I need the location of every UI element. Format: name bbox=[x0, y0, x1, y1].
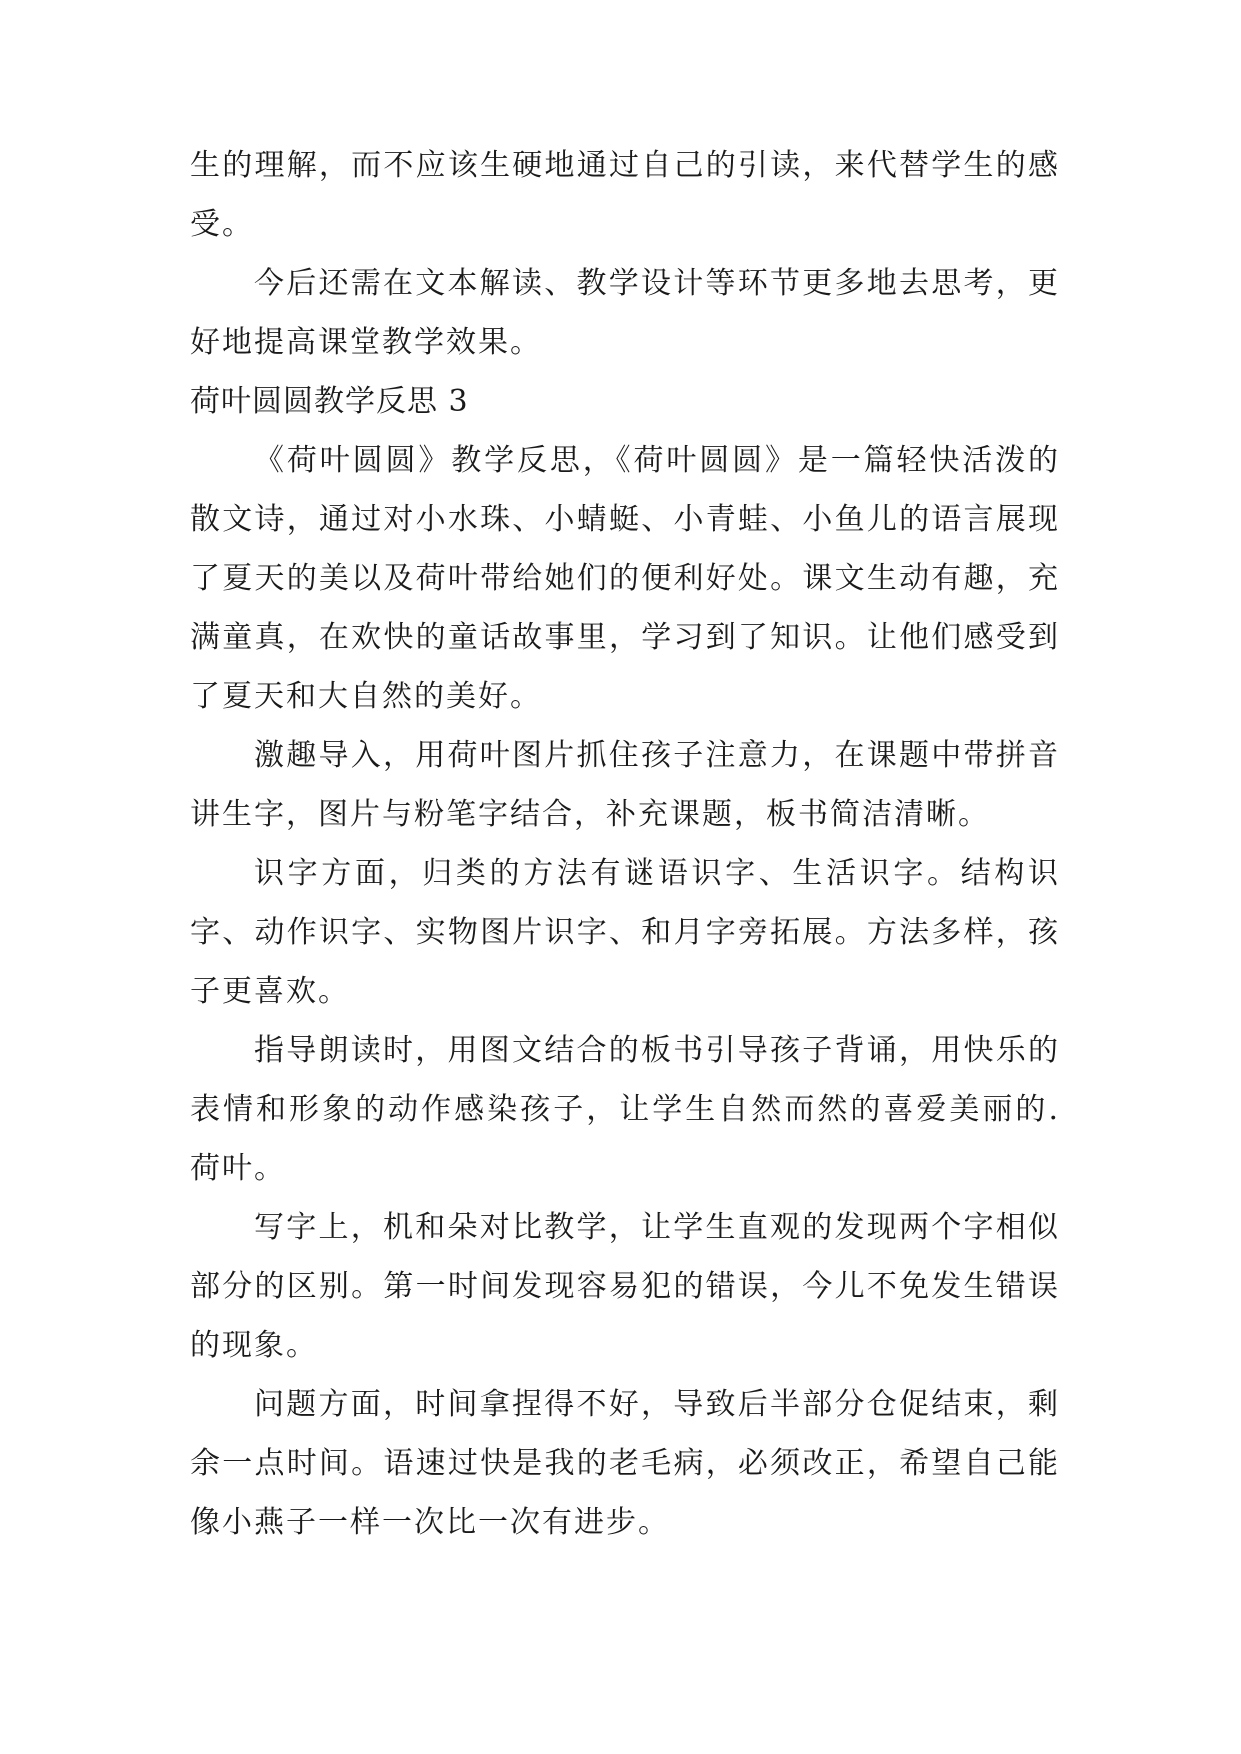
paragraph-future: 今后还需在文本解读、教学设计等环节更多地去思考，更好地提高课堂教学效果。 bbox=[190, 266, 1060, 360]
paragraph-problems: 问题方面，时间拿捏得不好，导致后半部分仓促结束，剩余一点时间。语速过快是我的老毛病，必须改正，希望自己能像小燕子一样一次比一次有进步。 bbox=[190, 1387, 1060, 1540]
paragraph-intro: 《荷叶圆圆》教学反思，《荷叶圆圆》是一篇轻快活泼的散文诗，通过对小水珠、小蜻蜓、小青蛙、小鱼儿的语言展现了夏天的美以及荷叶带给她们的便利好处。课文生动有趣，充满童真，在欢快的童话故事里，学习到了知识。让他们感受到了夏天和大自然的美好。 bbox=[190, 443, 1060, 714]
paragraph-lead-in: 激趣导入，用荷叶图片抓住孩子注意力，在课题中带拼音讲生字，图片与粉笔字结合，补充课题，板书简洁清晰。 bbox=[190, 738, 1060, 832]
paragraph-continuation: 生的理解，而不应该生硬地通过自己的引读，来代替学生的感受。 bbox=[190, 148, 1060, 242]
paragraph-reading: 指导朗读时，用图文结合的板书引导孩子背诵，用快乐的表情和形象的动作感染孩子，让学生自然而然的喜爱美丽的.荷叶。 bbox=[190, 1033, 1060, 1186]
paragraph-writing: 写字上，机和朵对比教学，让学生直观的发现两个字相似部分的区别。第一时间发现容易犯的错误，今儿不免发生错误的现象。 bbox=[190, 1210, 1060, 1363]
section-title: 荷叶圆圆教学反思 3 bbox=[190, 384, 469, 419]
paragraph-literacy: 识字方面，归类的方法有谜语识字、生活识字。结构识字、动作识字、实物图片识字、和月字旁拓展。方法多样，孩子更喜欢。 bbox=[190, 856, 1060, 1009]
